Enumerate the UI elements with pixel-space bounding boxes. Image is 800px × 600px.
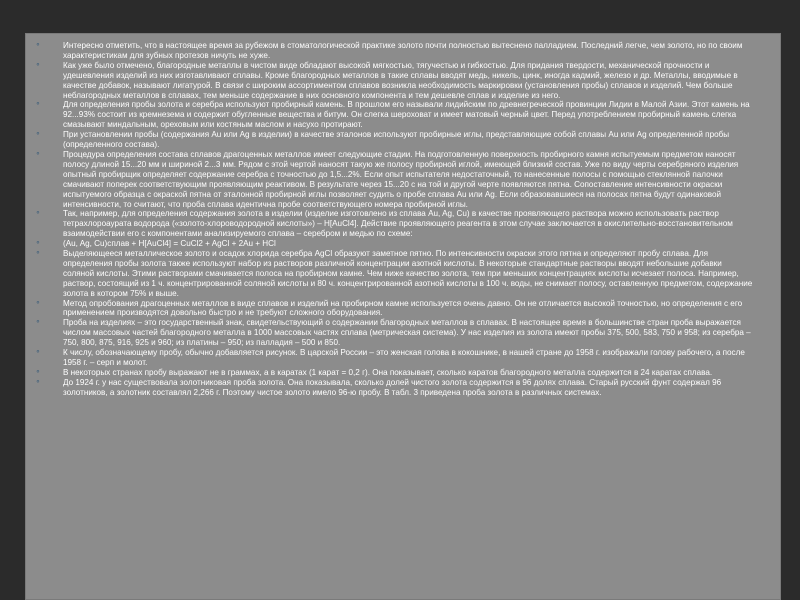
paragraph-touchstone: [35, 100, 755, 130]
bullet-list: [35, 41, 755, 398]
paragraph-text: Проба на изделиях – это государственный знак, свидетельствующий о содержании благородных металлов в сплавах. В настоящее время в большинстве стран проба выражается числом массовых частей благородного металла в 1000 массовых частях сплава (метрическая система). У нас изделия из золота имеют пробы 375, 500, 583, 750 и 958; из серебра – 750, 800, 875, 916, 925 и 960; из платины – 950; из палладия – 500 и 850.: [63, 318, 751, 348]
paragraph-text: Интересно отметить, что в настоящее время за рубежом в стоматологической практике золото почти полностью вытеснено палладием. Последний легче, чем золото, но по своим характеристикам для зубных протезов ничуть не хуже.: [63, 41, 743, 60]
bullet-icon: ⚬: [35, 250, 41, 258]
paragraph-zolotnik: [35, 378, 755, 398]
bullet-icon: ⚬: [35, 131, 41, 139]
bullet-icon: ⚬: [35, 42, 41, 49]
bullet-icon: ⚬: [35, 61, 41, 69]
paragraph-text: Процедура определения состава сплавов драгоценных металлов имеет следующие стадии. На подготовленную поверхность пробирного камня испытуемым предметом наносят полосу длиной 15...20 мм и шириной 2...3 мм. Рядом с этой чертой наносят такую же полосу пробирной иглой, имеющей близкий состав. Уже по виду черты серебряного изделия опытный пробирщик определяет содержание серебра с точностью до 1,5...2%. Если опыт испытателя недостаточный, то нанесенные полосы с помощью стеклянной палочки смачивают поперек соответствующим проявляющим реактивом. В результате через 15...20 с на той и другой черте появляются пятна. Сопоставление интенсивности окраски испытуемого образца с окраской пятна от эталонной пробирной иглы позволяет судить о пробе сплава Au или Ag. Если образовавшиеся на полосах пятна будут одинаковой интенсивности, то считают, что проба сплава идентична пробе соответствующего номера пробирной иглы.: [63, 149, 739, 209]
bullet-icon: ⚬: [35, 101, 41, 109]
slide: [25, 33, 781, 600]
paragraph-text: Для определения пробы золота и серебра используют пробирный камень. В прошлом его называли лидийским по древнегреческой провинции Лидии в Малой Азии. Этот камень на 92...93% состоит из кремнезема и содержит обугленные вещества и битум. Он слегка шероховат и имеет матовый черный цвет. Перед употреблением пробирный камень слегка смазывают миндальным, ореховым или костяным маслом и насухо протирают.: [63, 100, 750, 130]
paragraph-text: Выделяющееся металлическое золото и осадок хлорида серебра AgCl образуют заметное пятно. По интенсивности окраски этого пятна и определяют пробу сплава. Для определения пробы золота также используют набор из растворов различной концентрации азотной кислоты. В некоторые стандартные растворы вводят небольшие добавки соляной кислоты. Этими растворами смачивается полоса на пробирном камне. Чем ниже качество золота, тем при меньших концентрациях кислоты исчезает полоса. Например, раствор, состоящий из 1 ч. концентрированной соляной кислоты и 80 ч. концентрированной азотной кислоты в 100 ч. воды, не снимает полосу, оставленную предметом, содержание золота в котором 75% и выше.: [63, 249, 753, 298]
paragraph-palladium: [35, 41, 755, 61]
paragraph-text: До 1924 г. у нас существовала золотниковая проба золота. Она показывала, сколько долей чистого золота содержится в 96 долях сплава. Старый русский фунт содержал 96 золотников, а золотник составлял 2,266 г. Поэтому чистое золото имело 96-ю пробу. В табл. 3 приведена проба золота в различных системах.: [63, 377, 722, 397]
paragraph-carats: [35, 368, 755, 378]
bullet-icon: ⚬: [35, 378, 41, 386]
paragraph-text: Так, например, для определения содержания золота в изделии (изделие изготовлено из сплава Au, Ag, Cu) в качестве проявляющего раствора можно использовать раствор тетрахлороаурата водорода («золото-хлороводородной кислоты») – H[AuCl4]. Действие проявляющего реагента в этом случае заключается в окислительно-восстановительном взаимодействии его с компонентами анализируемого сплава – серебром и медью по схеме:: [63, 209, 733, 239]
bullet-icon: ⚬: [35, 240, 41, 248]
paragraph-alloys: [35, 61, 755, 101]
reaction-equation: (Au, Ag, Cu)сплав + H[AuCl4] = CuCl2 + AgCl + 2Au + HCl: [63, 239, 276, 249]
paragraph-hallmark: [35, 318, 755, 348]
bullet-icon: ⚬: [35, 368, 41, 376]
paragraph-emblem: [35, 348, 755, 368]
paragraph-equation: [35, 239, 755, 249]
paragraph-text: Метод опробования драгоценных металлов в виде сплавов и изделий на пробирном камне используется очень давно. Он не отличается высокой точностью, но определения с его применением производятся довольно быстро и не требуют сложного оборудования.: [63, 298, 743, 318]
bullet-icon: ⚬: [35, 210, 41, 218]
paragraph-text: К числу, обозначающему пробу, обычно добавляется рисунок. В царской России – это женская голова в кокошнике, в нашей стране до 1958 г. изображали голову рабочего, а после 1958 г. – серп и молот.: [63, 348, 745, 367]
bullet-icon: ⚬: [35, 299, 41, 307]
paragraph-acid-test: [35, 249, 755, 299]
paragraph-needles: [35, 130, 755, 150]
paragraph-method: [35, 299, 755, 319]
bullet-icon: ⚬: [35, 349, 41, 357]
paragraph-text: Как уже было отмечено, благородные металлы в чистом виде обладают высокой мягкостью, тягучестью и гибкостью. Для придания твердости, механической прочности и удешевления изделий из них изготавливают сплавы. Кроме благородных металлов в такие сплавы вводят медь, никель, цинк, иногда кадмий, железо и др. Металлы, вводимые в качестве добавок, называют лигатурой. В связи с широким ассортиментом сплавов возникла необходимость маркировки (установления пробы) сплавов и изделий. Чем больше неблагородных металлов в сплавах, тем меньше содержание в них основного компонента и тем дешевле сплав и изделие из него.: [63, 60, 738, 100]
paragraph-text: В некоторых странах пробу выражают не в граммах, а в каратах (1 карат = 0,2 г). Она показывает, сколько каратов благородного металла содержится в 24 каратах сплава.: [63, 367, 713, 377]
bullet-icon: ⚬: [35, 319, 41, 327]
bullet-icon: ⚬: [35, 150, 41, 158]
paragraph-reagent: [35, 209, 755, 239]
paragraph-procedure: [35, 150, 755, 209]
paragraph-text: При установлении пробы (содержания Au или Ag в изделии) в качестве эталонов используют пробирные иглы, представляющие собой сплавы Au или Ag определенной пробы (определенного состава).: [63, 130, 730, 150]
